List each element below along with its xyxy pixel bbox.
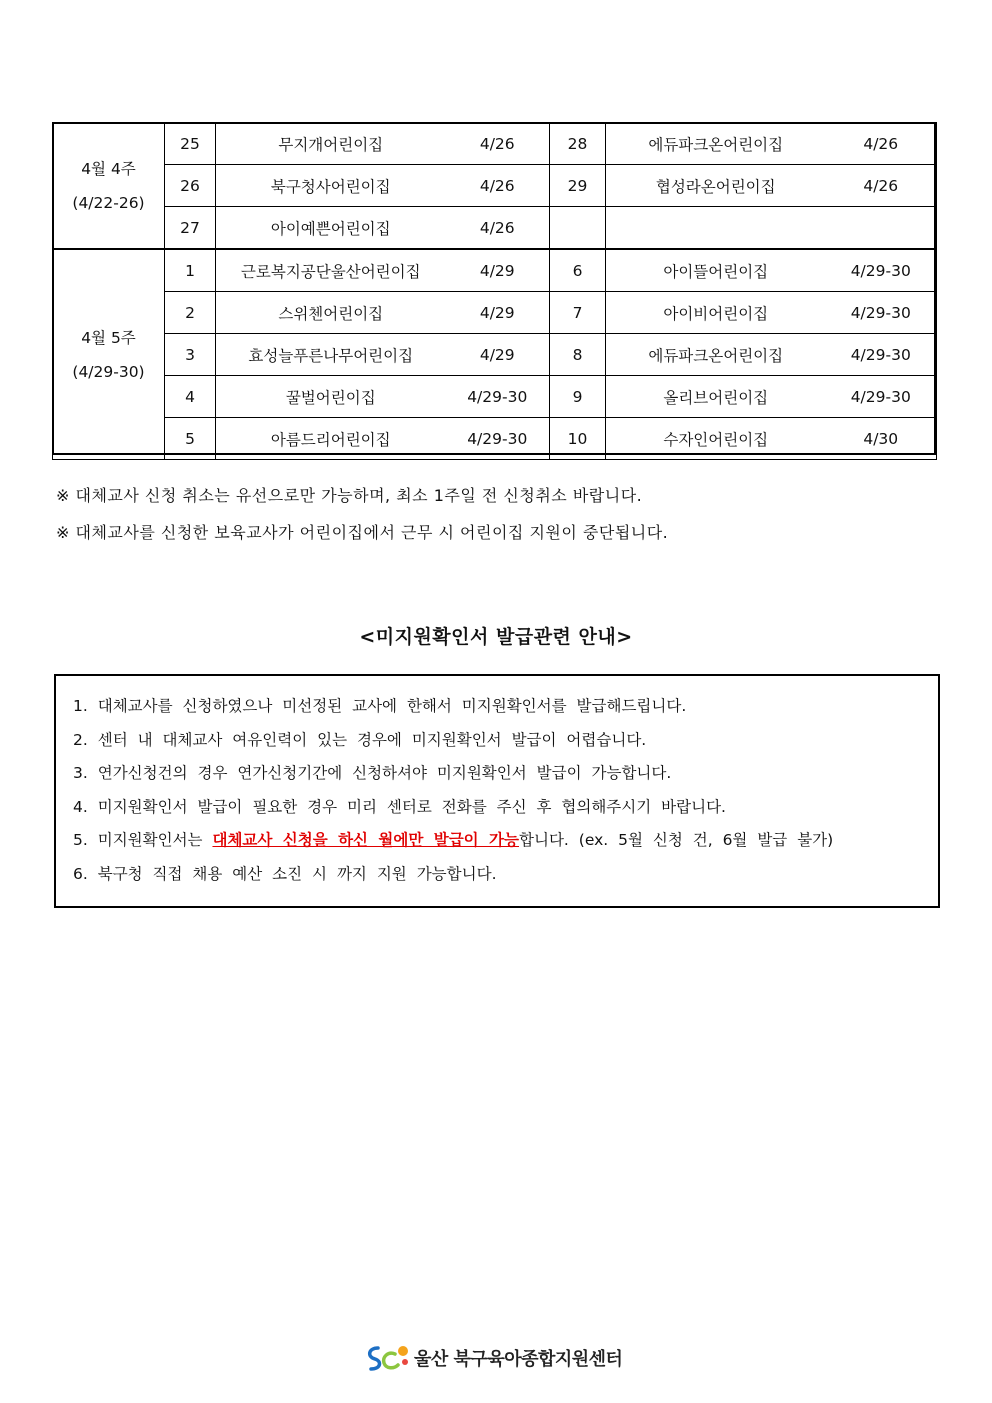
table-row <box>53 334 937 376</box>
footer <box>364 1342 622 1374</box>
org-name: 울산 북구육아종합지원센터 <box>414 1349 623 1370</box>
support-date: 4/29-30 <box>826 292 937 334</box>
table-row <box>53 123 937 165</box>
daycare-name: 아이예쁜어린이집 <box>216 207 446 250</box>
support-date: 4/29-30 <box>826 334 937 376</box>
support-date: 4/29 <box>446 249 550 292</box>
daycare-name: 아름드리어린이집 <box>216 418 446 460</box>
daycare-name: 효성늘푸른나무어린이집 <box>216 334 446 376</box>
cancel-note: ※ 대체교사 신청 취소는 유선으로만 가능하며, 최소 1주일 전 신청취소 바랍니다. <box>56 486 643 505</box>
daycare-name: 꿀벌어린이집 <box>216 376 446 418</box>
info-item: 5. 미지원확인서는 대체교사 신청을 하신 월에만 발급이 가능합니다. (ex. 5월 신청 건, 6월 발급 불가) <box>73 831 834 849</box>
section-heading: <미지원확인서 발급관련 안내> <box>359 626 633 648</box>
table-row <box>53 165 937 207</box>
support-date: 4/29 <box>446 292 550 334</box>
info-item: 3. 연가신청건의 경우 연가신청기간에 신청하셔야 미지원확인서 발급이 가능합니다. <box>73 764 672 782</box>
table-row <box>53 292 937 334</box>
daycare-name: 수자인어린이집 <box>606 418 826 460</box>
schedule-table <box>52 122 937 460</box>
daycare-name: 스위첸어린이집 <box>216 292 446 334</box>
support-date: 4/26 <box>446 123 550 165</box>
support-date: 4/29-30 <box>826 249 937 292</box>
table-row <box>53 249 937 292</box>
table-row <box>53 418 937 460</box>
daycare-name: 무지개어린이집 <box>216 123 446 165</box>
row-number: 25 <box>165 123 216 165</box>
support-date: 4/26 <box>446 165 550 207</box>
org-logo-icon <box>364 1342 410 1374</box>
row-number: 26 <box>165 165 216 207</box>
highlighted-text: 대체교사 신청을 하신 월에만 발급이 가능 <box>212 831 519 849</box>
support-date: 4/26 <box>826 123 937 165</box>
row-number: 4 <box>165 376 216 418</box>
row-number: 7 <box>550 292 606 334</box>
support-date: 4/29 <box>446 334 550 376</box>
row-number: 1 <box>165 249 216 292</box>
info-item: 6. 북구청 직접 채용 예산 소진 시 까지 지원 가능합니다. <box>73 864 497 883</box>
info-box <box>54 674 940 908</box>
suspension-note: ※ 대체교사를 신청한 보육교사가 어린이집에서 근무 시 어린이집 지원이 중단됩니다. <box>56 523 669 542</box>
row-number: 9 <box>550 376 606 418</box>
support-date: 4/29-30 <box>826 376 937 418</box>
row-number: 8 <box>550 334 606 376</box>
week-cell: 4월 4주 (4/22-26) <box>53 123 165 250</box>
row-number: 6 <box>550 249 606 292</box>
daycare-name: 아이뜰어린이집 <box>606 249 826 292</box>
daycare-name: 올리브어린이집 <box>606 376 826 418</box>
support-date: 4/26 <box>826 165 937 207</box>
support-date: 4/29-30 <box>446 376 550 418</box>
row-number: 2 <box>165 292 216 334</box>
week-cell: 4월 5주 (4/29-30) <box>53 249 165 460</box>
info-item: 1. 대체교사를 신청하였으나 미선정된 교사에 한해서 미지원확인서를 발급해드립니다. <box>73 697 687 715</box>
row-number: 3 <box>165 334 216 376</box>
info-item: 2. 센터 내 대체교사 여유인력이 있는 경우에 미지원확인서 발급이 어렵습니다. <box>73 730 647 749</box>
row-number <box>550 207 606 250</box>
daycare-name: 북구청사어린이집 <box>216 165 446 207</box>
daycare-name: 에듀파크온어린이집 <box>606 123 826 165</box>
daycare-name: 에듀파크온어린이집 <box>606 334 826 376</box>
daycare-name: 아이비어린이집 <box>606 292 826 334</box>
row-number: 28 <box>550 123 606 165</box>
table-row <box>53 207 937 250</box>
support-date: 4/30 <box>826 418 937 460</box>
row-number: 10 <box>550 418 606 460</box>
info-item: 4. 미지원확인서 발급이 필요한 경우 미리 센터로 전화를 주신 후 협의해주시기 바랍니다. <box>73 797 726 816</box>
support-date: 4/26 <box>446 207 550 250</box>
support-date: 4/29-30 <box>446 418 550 460</box>
row-number: 29 <box>550 165 606 207</box>
daycare-name: 근로복지공단울산어린이집 <box>216 249 446 292</box>
row-number: 27 <box>165 207 216 250</box>
table-row <box>53 376 937 418</box>
row-number: 5 <box>165 418 216 460</box>
daycare-name: 협성라온어린이집 <box>606 165 826 207</box>
empty-cell <box>606 207 937 250</box>
